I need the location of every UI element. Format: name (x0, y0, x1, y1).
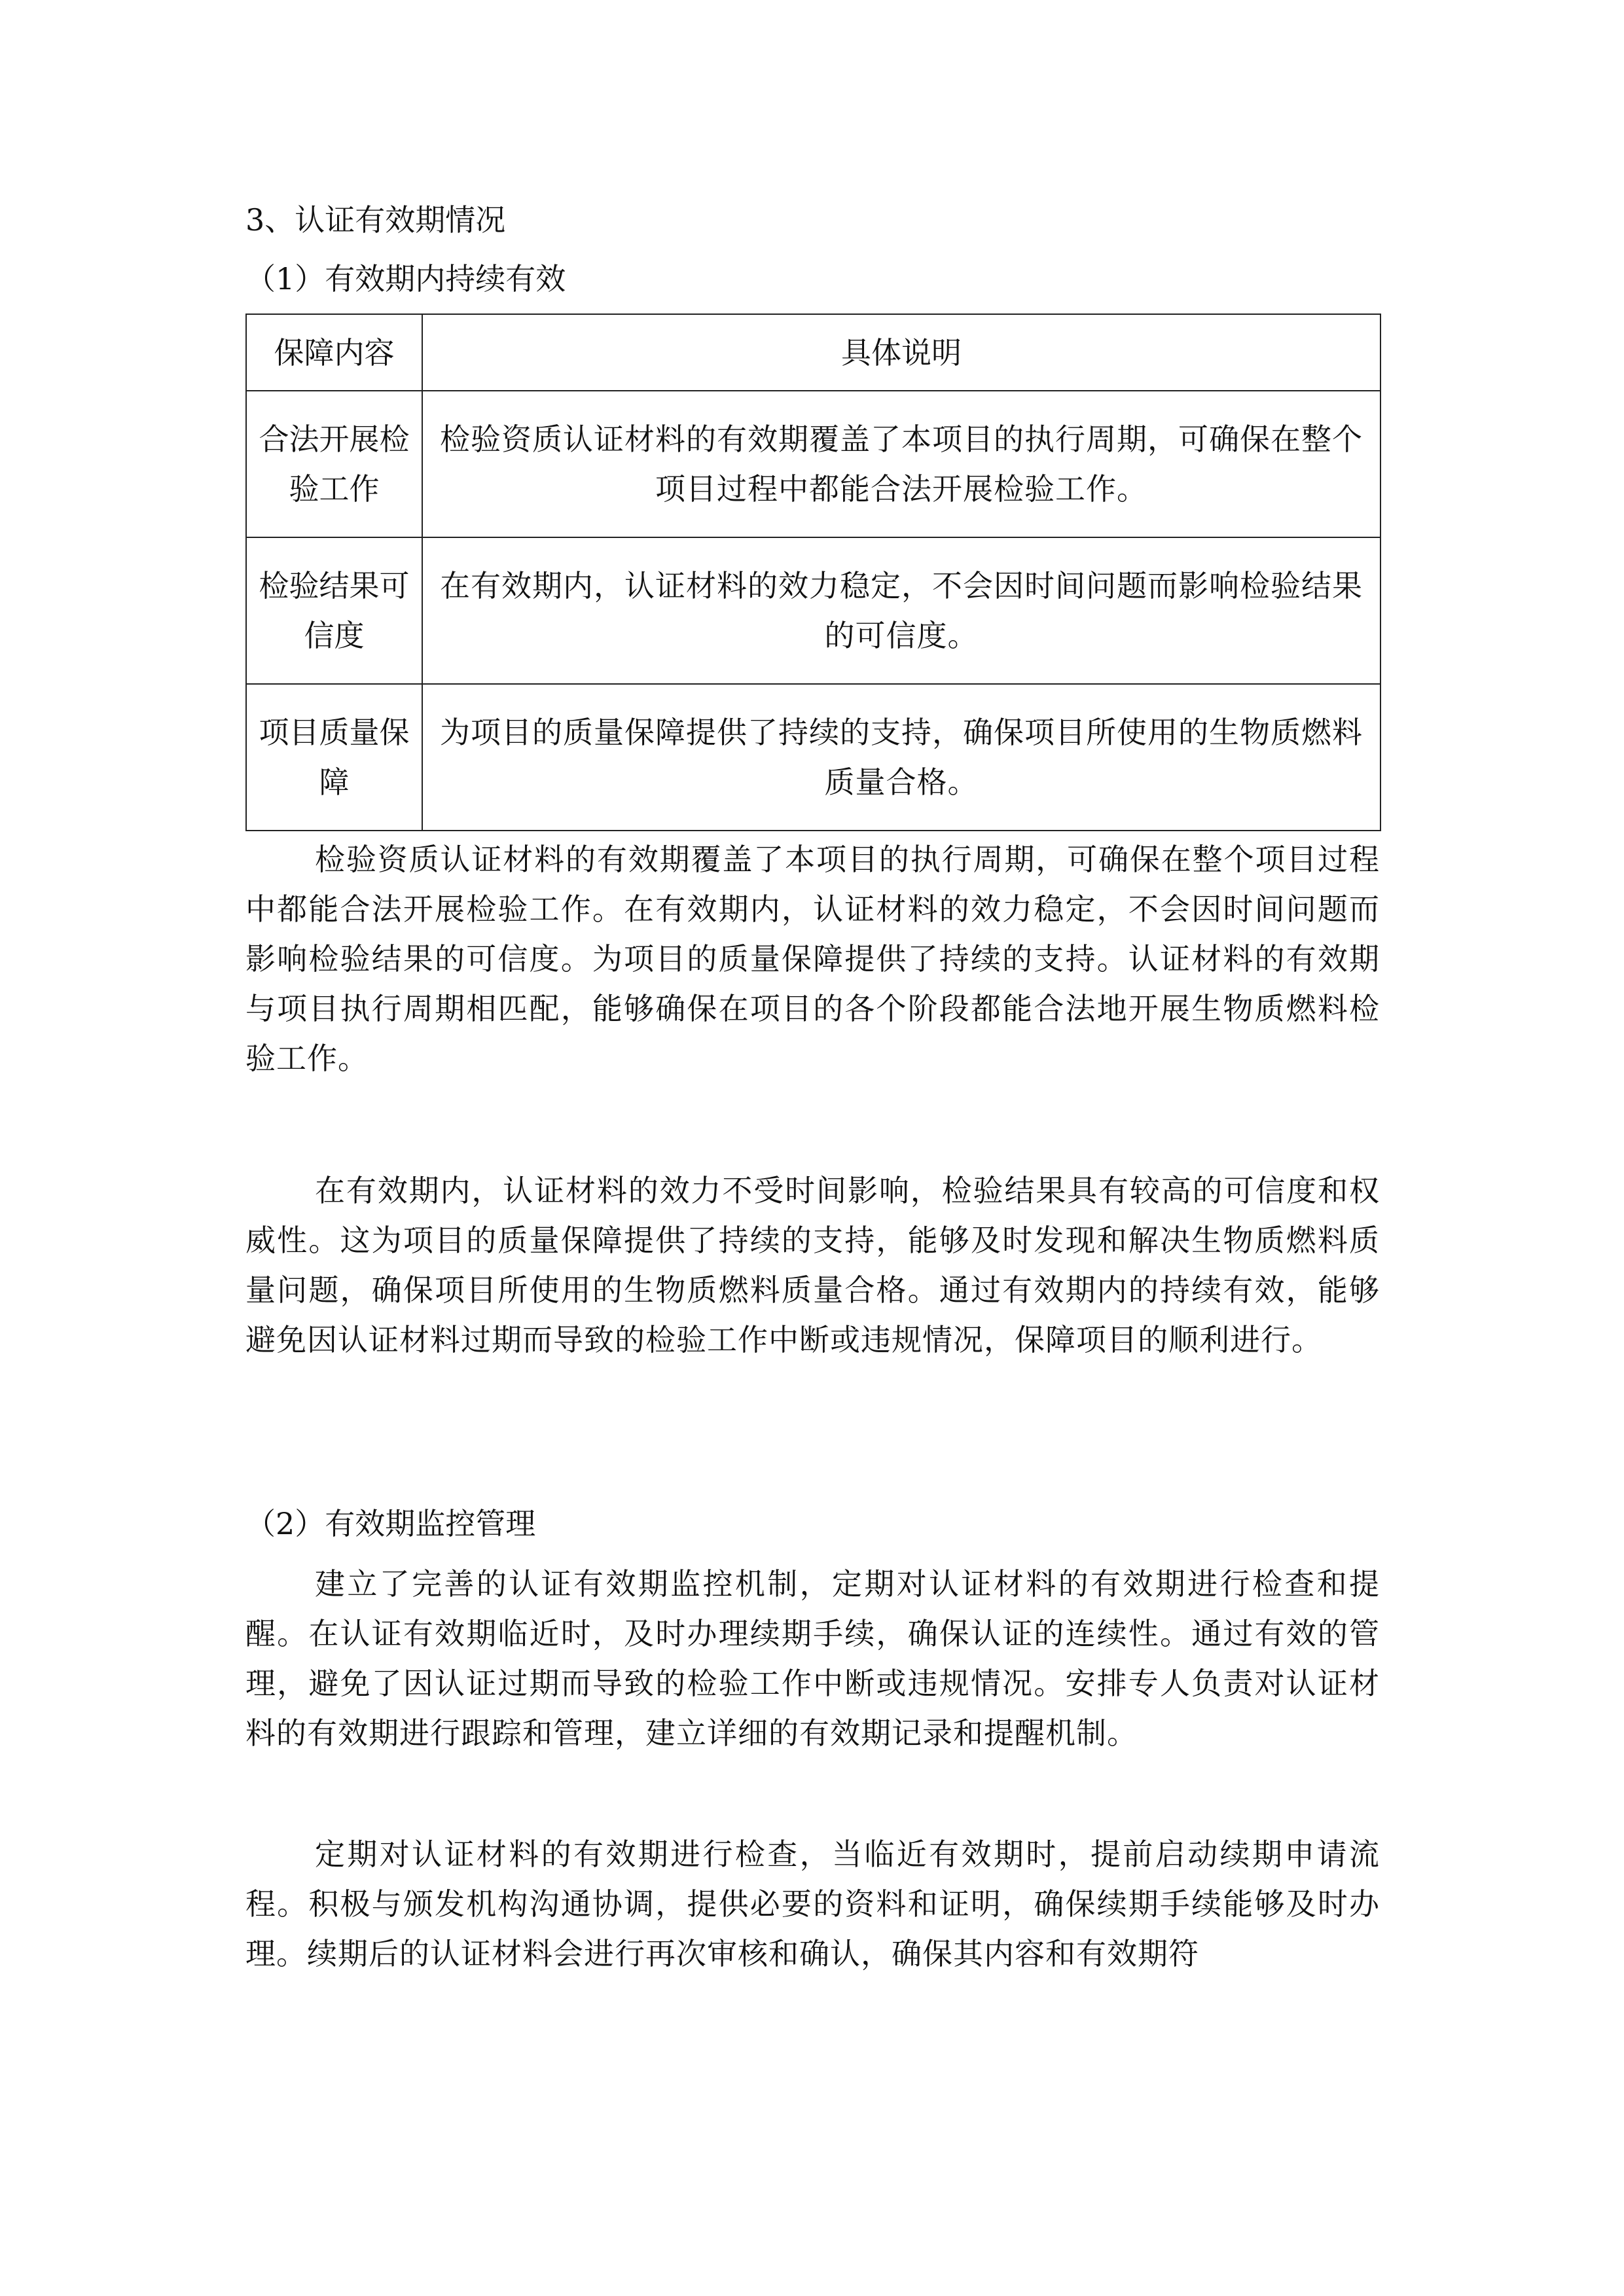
table-row (246, 391, 1380, 537)
table-cell-desc: 检验资质认证材料的有效期覆盖了本项目的执行周期，可确保在整个项目过程中都能合法开展检验工作。 (422, 391, 1380, 537)
subsection-heading-validity: （1）有效期内持续有效 (245, 261, 566, 296)
guarantee-table (245, 314, 1381, 831)
table-row (246, 537, 1380, 684)
table-row (246, 684, 1380, 831)
table-header-cell: 保障内容 (246, 314, 422, 391)
section-heading: 3、认证有效期情况 (245, 202, 506, 238)
table-header-row (246, 314, 1380, 391)
subsection-heading-monitoring: （2）有效期监控管理 (245, 1506, 536, 1541)
table-cell-desc: 在有效期内，认证材料的效力稳定，不会因时间问题而影响检验结果的可信度。 (422, 537, 1380, 684)
body-paragraph: 在有效期内，认证材料的效力不受时间影响，检验结果具有较高的可信度和权威性。这为项目的质量保障提供了持续的支持，能够及时发现和解决生物质燃料质量问题，确保项目所使用的生物质燃料质量合格。通过有效期内的持续有效，能够避免因认证材料过期而导致的检验工作中断或违规情况，保障项目的顺利进行。 (245, 1173, 1380, 1357)
table-cell-item: 项目质量保障 (246, 684, 422, 831)
table-cell-item: 合法开展检验工作 (246, 391, 422, 537)
body-paragraph: 检验资质认证材料的有效期覆盖了本项目的执行周期，可确保在整个项目过程中都能合法开展检验工作。在有效期内，认证材料的效力稳定，不会因时间问题而影响检验结果的可信度。为项目的质量保障提供了持续的支持。认证材料的有效期与项目执行周期相匹配，能够确保在项目的各个阶段都能合法地开展生物质燃料检验工作。 (245, 842, 1380, 1076)
body-paragraph: 定期对认证材料的有效期进行检查，当临近有效期时，提前启动续期申请流程。积极与颁发机构沟通协调，提供必要的资料和证明，确保续期手续能够及时办理。续期后的认证材料会进行再次审核和确认，确保其内容和有效期符 (245, 1837, 1380, 1971)
body-paragraph: 建立了完善的认证有效期监控机制，定期对认证材料的有效期进行检查和提醒。在认证有效期临近时，及时办理续期手续，确保认证的连续性。通过有效的管理，避免了因认证过期而导致的检验工作中断或违规情况。安排专人负责对认证材料的有效期进行跟踪和管理，建立详细的有效期记录和提醒机制。 (245, 1566, 1380, 1751)
table-header-cell: 具体说明 (422, 314, 1380, 391)
table-cell-item: 检验结果可信度 (246, 537, 422, 684)
table-cell-desc: 为项目的质量保障提供了持续的支持，确保项目所使用的生物质燃料质量合格。 (422, 684, 1380, 831)
